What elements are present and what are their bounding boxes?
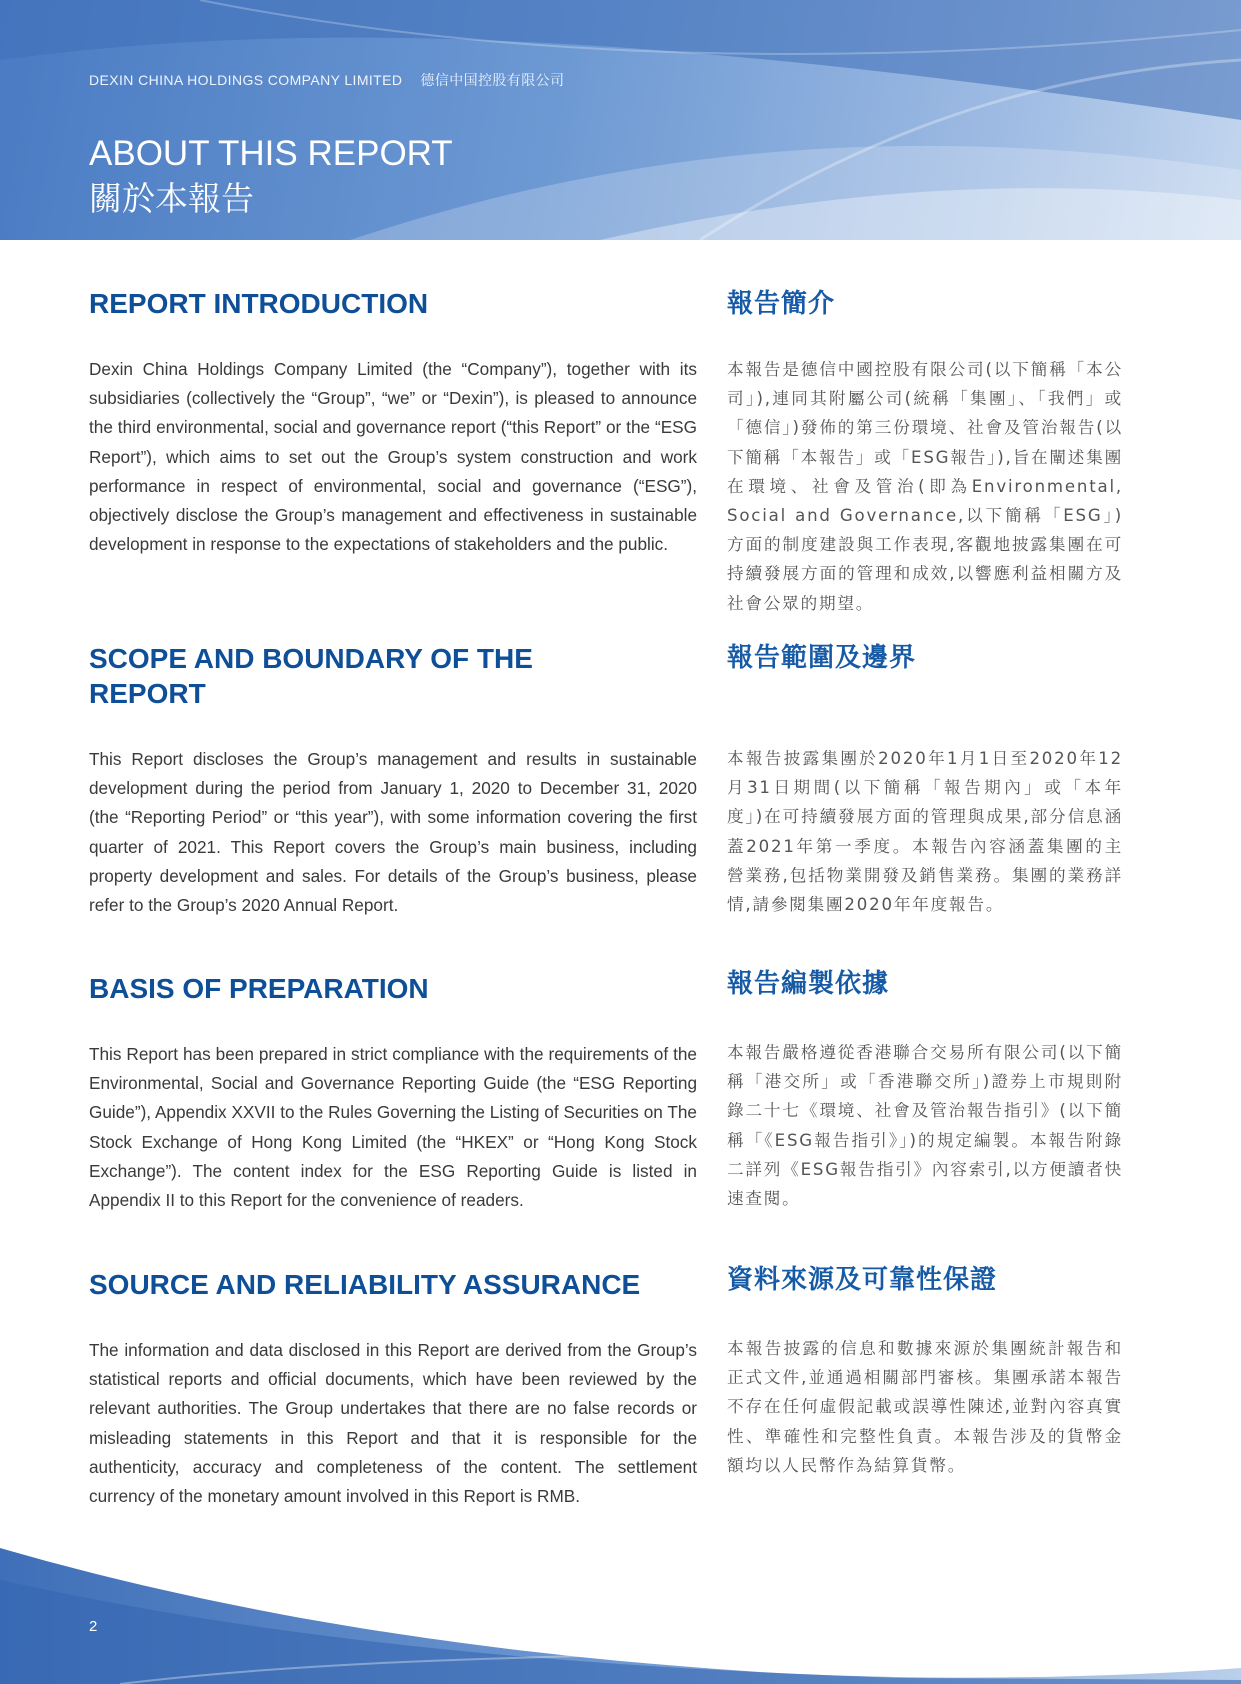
section-scope-boundary-en [89, 641, 697, 920]
section-source-reliability-en [89, 1267, 697, 1511]
section-body: This Report discloses the Group’s management and results in sustainable development during the period from January 1, 2020 to December 31, 2020 (the “Reporting Period” or “this year”), with some information covering the first quarter of 2021. This Report covers the Group’s main business, including property development and sales. For details of the Group’s business, please refer to the Group’s 2020 Annual Report. [89, 749, 697, 916]
header-banner [0, 0, 1241, 240]
section-heading: 報告範圍及邊界 [727, 643, 917, 673]
section-heading: 報告編製依據 [727, 969, 890, 999]
footer-wave-decoration [0, 1540, 1241, 1684]
section-report-introduction-en [89, 286, 697, 559]
section-body: 本報告披露的信息和數據來源於集團統計報告和正式文件,並通過相關部門審核。集團承諾本報告不存在任何虛假記載或誤導性陳述,並對內容真實性、準確性和完整性負責。本報告涉及的貨幣金額均以人民幣作為結算貨幣。 [727, 1339, 1123, 1475]
section-body: 本報告是德信中國控股有限公司(以下簡稱「本公司」),連同其附屬公司(統稱「集團」、「我們」或「德信」)發佈的第三份環境、社會及管治報告(以下簡稱「本報告」或「ESG報告」),旨在闡述集團在環境、社會及管治(即為Environmental, Social and Governance,以下簡稱「ESG」)方面的制度建設與工作表現,客觀地披露集團在可持續發展方面的管理和成效,以響應利益相關方及社會公眾的期望。 [727, 360, 1123, 613]
company-name-en: DEXIN CHINA HOLDINGS COMPANY LIMITED [89, 72, 403, 88]
section-basis-of-preparation-en [89, 971, 697, 1215]
section-report-introduction-zh [727, 287, 1123, 618]
section-body: Dexin China Holdings Company Limited (the “Company”), together with its subsidiaries (collectively the “Group”, “we” or “Dexin”), is pleased to announce the third environmental, social and governance report (“this Report” or the “ESG Report”), which aims to set out the Group’s system construction and work performance in respect of environmental, social and governance (“ESG”), objectively disclose the Group’s management and effectiveness in sustainable development in response to the expectations of stakeholders and the public. [89, 359, 697, 555]
page-number: 2 [89, 1618, 98, 1635]
section-heading: SOURCE AND RELIABILITY ASSURANCE [89, 1269, 641, 1300]
section-heading: 報告簡介 [727, 289, 836, 319]
page-title-en: ABOUT THIS REPORT [89, 134, 453, 173]
page-title-zh: 關於本報告 [89, 179, 254, 218]
company-name [89, 70, 564, 90]
section-heading: BASIS OF PREPARATION [89, 973, 429, 1004]
section-body: 本報告嚴格遵從香港聯合交易所有限公司(以下簡稱「港交所」或「香港聯交所」)證券上市規則附錄二十七《環境、社會及管治報告指引》(以下簡稱「《ESG報告指引》」)的規定編製。本報告附錄二詳列《ESG報告指引》內容索引,以方便讀者快速查閱。 [727, 1043, 1123, 1209]
section-basis-of-preparation-zh [727, 967, 1123, 1213]
section-scope-boundary-zh [727, 641, 1123, 919]
company-name-zh: 德信中国控股有限公司 [420, 73, 565, 89]
section-source-reliability-zh [727, 1263, 1123, 1480]
section-heading: SCOPE AND BOUNDARY OF THE REPORT [89, 643, 533, 709]
section-body: The information and data disclosed in this Report are derived from the Group’s statistical reports and official documents, which have been reviewed by the relevant authorities. The Group undertakes that there are no false records or misleading statements in this Report and that it is responsible for the authenticity, accuracy and completeness of the content. The settlement currency of the monetary amount involved in this Report is RMB. [89, 1340, 697, 1507]
section-body: This Report has been prepared in strict compliance with the requirements of the Environmental, Social and Governance Reporting Guide (the “ESG Reporting Guide”), Appendix XXVII to the Rules Governing the Listing of Securities on The Stock Exchange of Hong Kong Limited (the “HKEX” or “Hong Kong Stock Exchange”). The content index for the ESG Reporting Guide is listed in Appendix II to this Report for the convenience of readers. [89, 1044, 697, 1211]
section-heading: REPORT INTRODUCTION [89, 288, 429, 319]
footer-wave [0, 1540, 1241, 1684]
section-heading: 資料來源及可靠性保證 [727, 1265, 998, 1295]
section-body: 本報告披露集團於2020年1月1日至2020年12月31日期間(以下簡稱「報告期內」或「本年度」)在可持續發展方面的管理與成果,部分信息涵蓋2021年第一季度。本報告內容涵蓋集團的主營業務,包括物業開發及銷售業務。集團的業務詳情,請參閱集團2020年年度報告。 [727, 749, 1123, 915]
